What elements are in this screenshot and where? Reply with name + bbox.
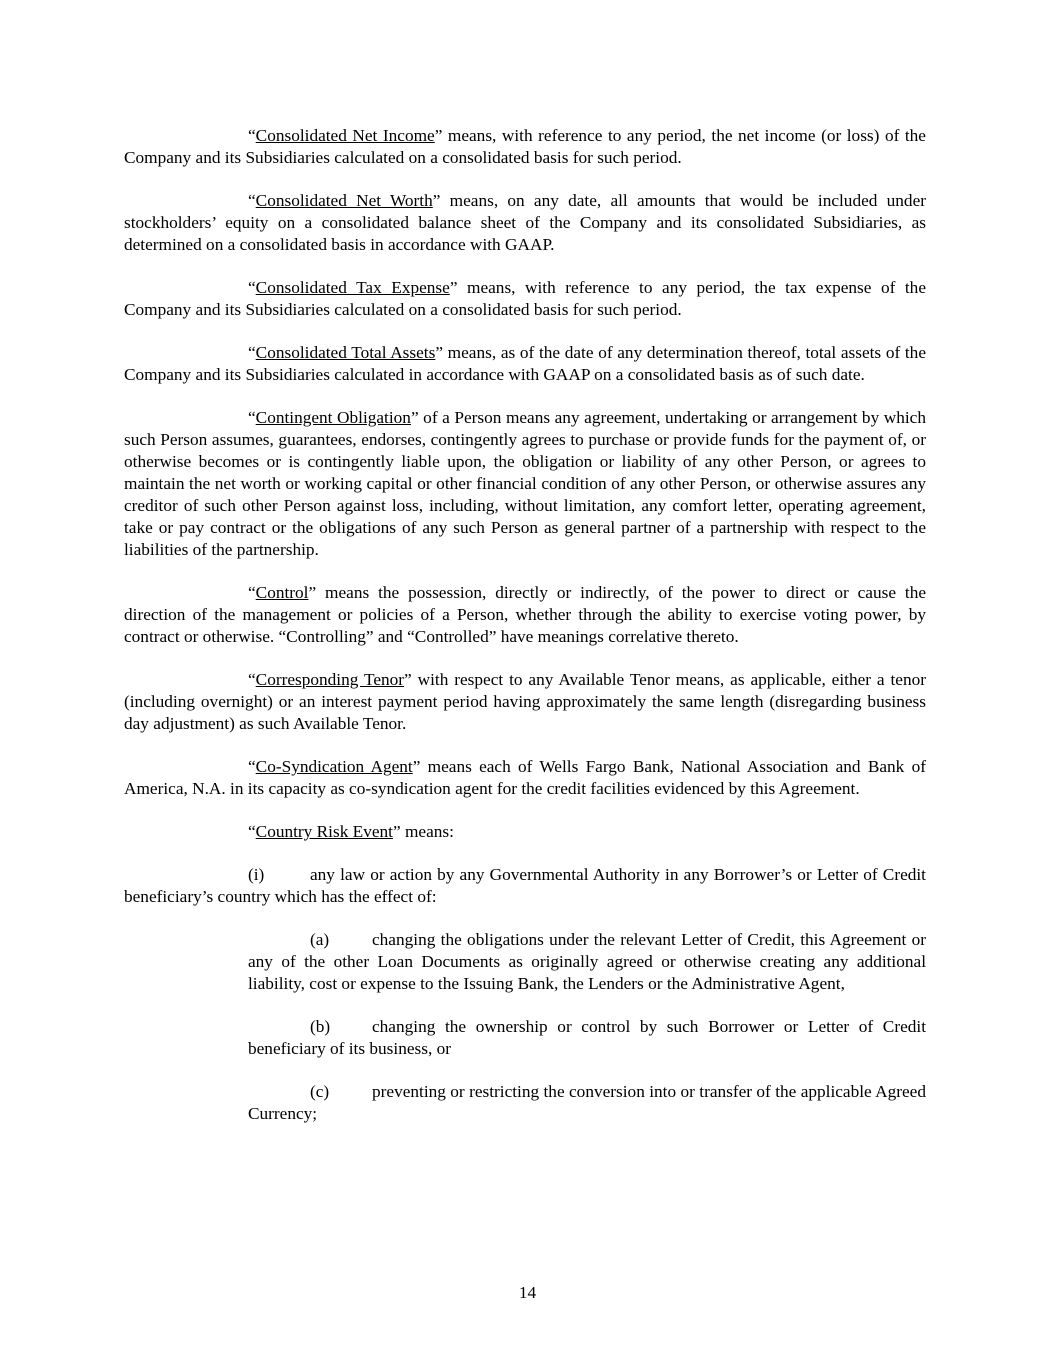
sub-list-item <box>248 929 926 995</box>
open-quote: “ <box>248 583 256 602</box>
open-quote: “ <box>248 191 256 210</box>
open-quote: “ <box>248 278 256 297</box>
definition-paragraph <box>124 277 926 321</box>
document-body <box>124 125 926 1146</box>
definition-paragraph <box>124 669 926 735</box>
definition-text: ” means, on any date, all amounts that would be included under stockholders’ equity on a consolidated balance sheet of the Company and its consolidated Subsidiaries, as determined on a consolidated basis in accordance with GAAP. <box>124 191 926 254</box>
definition-text: ” means, with reference to any period, the tax expense of the Company and its Subsidiaries calculated on a consolidated basis for such period. <box>124 278 926 319</box>
defined-term: Contingent Obligation <box>255 408 411 427</box>
defined-term: Country Risk Event <box>255 822 393 841</box>
sub-list-item-label: (c) <box>310 1082 330 1101</box>
definition-text: ” means, as of the date of any determination thereof, total assets of the Company and its Subsidiaries calculated in accordance with GAAP on a consolidated basis as of such date. <box>124 343 926 384</box>
sub-list-item-text: changing the ownership or control by such Borrower or Letter of Credit beneficiary of its business, or <box>248 1017 926 1058</box>
definition-paragraph <box>124 342 926 386</box>
list-item-text: any law or action by any Governmental Authority in any Borrower’s or Letter of Credit beneficiary’s country which has the effect of: <box>124 865 926 906</box>
defined-term: Corresponding Tenor <box>255 670 405 689</box>
definition-text: ” means, with reference to any period, the net income (or loss) of the Company and its Subsidiaries calculated on a consolidated basis for such period. <box>124 126 926 167</box>
defined-term: Consolidated Tax Expense <box>255 278 450 297</box>
definition-text: ” means the possession, directly or indirectly, of the power to direct or cause the direction of the management or policies of a Person, whether through the ability to exercise voting power, by contract or otherwise. “Controlling” and “Controlled” have meanings correlative thereto. <box>124 583 926 646</box>
open-quote: “ <box>248 670 256 689</box>
definition-text: ” means each of Wells Fargo Bank, National Association and Bank of America, N.A. in its capacity as co-syndication agent for the credit facilities evidenced by this Agreement. <box>124 757 926 798</box>
sub-list-item <box>248 1081 926 1125</box>
sub-list-item-text: preventing or restricting the conversion into or transfer of the applicable Agreed Currency; <box>248 1082 926 1123</box>
list-item-label: (i) <box>248 865 265 884</box>
page-number: 14 <box>518 1283 537 1302</box>
open-quote: “ <box>248 126 256 145</box>
definition-text: ” of a Person means any agreement, undertaking or arrangement by which such Person assumes, guarantees, endorses, contingently agrees to purchase or provide funds for the payment of, or otherwise becomes or is contingently liable upon, the obligation or liability of any other Person, or agrees to maintain the net worth or working capital or other financial condition of any other Person, or otherwise assures any creditor of such other Person against loss, including, without limitation, any comfort letter, operating agreement, take or pay contract or the obligations of any such Person as general partner of a partnership with respect to the liabilities of the partnership. <box>124 408 926 559</box>
sub-list-item <box>248 1016 926 1060</box>
sub-list-item-label: (a) <box>310 930 330 949</box>
definition-text: ” with respect to any Available Tenor means, as applicable, either a tenor (including overnight) or an interest payment period having approximately the same length (disregarding business day adjustment) as such Available Tenor. <box>124 670 927 733</box>
definition-paragraph <box>124 821 926 843</box>
defined-term: Co-Syndication Agent <box>255 757 413 776</box>
definition-paragraph <box>124 582 926 648</box>
definition-paragraph <box>124 190 926 256</box>
sub-list-item-text: changing the obligations under the relevant Letter of Credit, this Agreement or any of the other Loan Documents as originally agreed or otherwise creating any additional liability, cost or expense to the Issuing Bank, the Lenders or the Administrative Agent, <box>248 930 926 993</box>
open-quote: “ <box>248 757 256 776</box>
definition-paragraph <box>124 407 926 561</box>
list-item <box>124 864 926 908</box>
definition-text: ” means: <box>392 822 454 841</box>
defined-term: Consolidated Total Assets <box>255 343 436 362</box>
open-quote: “ <box>248 408 256 427</box>
open-quote: “ <box>248 343 256 362</box>
definition-paragraph <box>124 125 926 169</box>
defined-term: Control <box>255 583 309 602</box>
open-quote: “ <box>248 822 256 841</box>
definition-paragraph <box>124 756 926 800</box>
defined-term: Consolidated Net Income <box>255 126 435 145</box>
defined-term: Consolidated Net Worth <box>255 191 433 210</box>
sub-list-item-label: (b) <box>310 1017 331 1036</box>
